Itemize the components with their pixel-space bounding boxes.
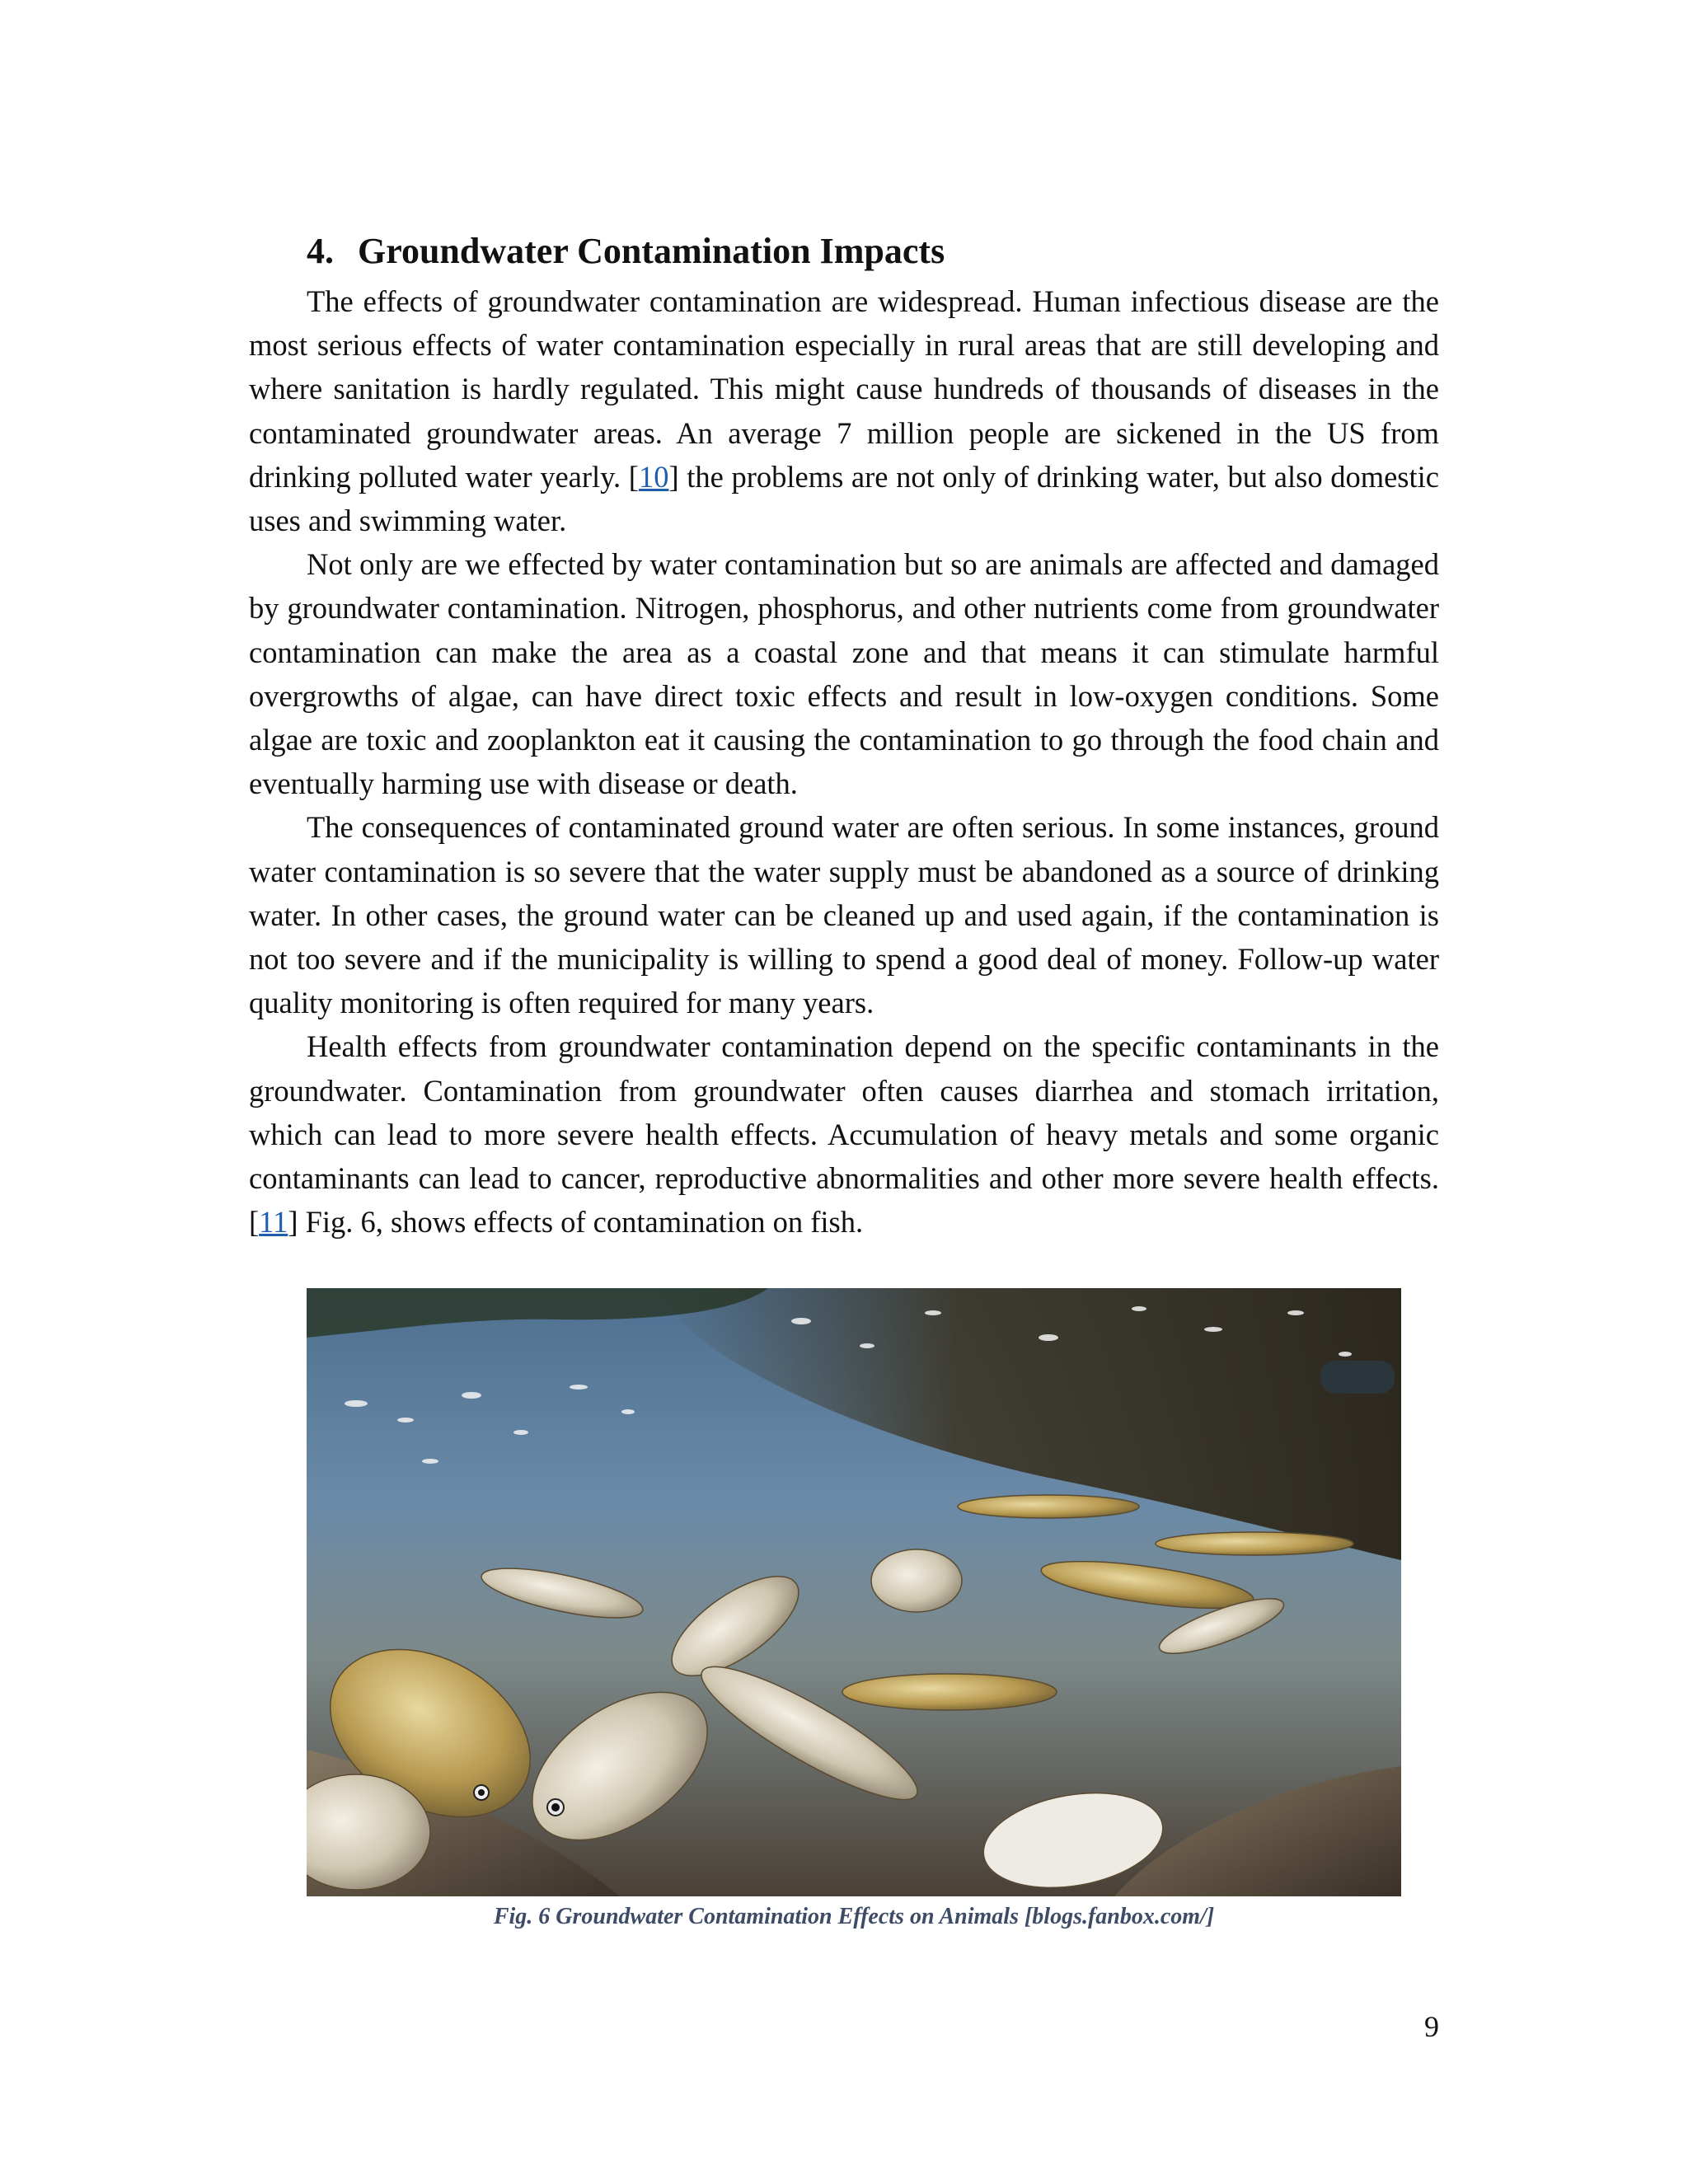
reference-link-10[interactable]: 10 — [638, 459, 669, 494]
page-number: 9 — [1424, 2010, 1439, 2043]
paragraph-4-text-after: ] Fig. 6, shows effects of contamination on fish. — [288, 1205, 864, 1240]
paragraph-4-text-before: Health effects from groundwater contamination depend on the specific contaminants in the groundwater. Contamination from groundwater often causes diarrhea and stomach irritation, which can lead to more severe health effects. Accumulation of heavy metals and some organic contaminants can lead to cancer, reproductive abnormalities and other more severe health effects. [ — [249, 1029, 1439, 1240]
body-text — [249, 279, 1439, 1244]
section-heading — [307, 225, 945, 278]
paragraph-3: The consequences of contaminated ground water are often serious. In some instances, ground water contamination is so severe that the water supply must be abandoned as a source of drinking water. In other cases, the ground water can be cleaned up and used again, if the contamination is not too severe and if the municipality is willing to spend a good deal of money. Follow-up water quality monitoring is often required for many years. — [249, 810, 1439, 1020]
paragraph-4 — [249, 1024, 1439, 1244]
section-title: Groundwater Contamination Impacts — [358, 230, 945, 271]
figure-caption: Fig. 6 Groundwater Contamination Effects on Animals [blogs.fanbox.com/] — [493, 1904, 1215, 1929]
paragraph-1 — [249, 279, 1439, 542]
reference-link-11[interactable]: 11 — [259, 1205, 288, 1240]
paragraph-2: Not only are we effected by water contamination but so are animals are affected and damaged by groundwater contamination. Nitrogen, phosphorus, and other nutrients come from groundwater contamination can make the area as a coastal zone and that means it can stimulate harmful overgrowths of algae, can have direct toxic effects and result in low-oxygen conditions. Some algae are toxic and zooplankton eat it causing the contamination to go through the food chain and eventually harming use with disease or death. — [249, 547, 1439, 801]
paragraph-1-text-before: The effects of groundwater contamination are widespread. Human infectious disease are the most serious effects of water contamination especially in rural areas that are still developing and where sanitation is hardly regulated. This might cause hundreds of thousands of diseases in the contaminated groundwater areas. An average 7 million people are sickened in the US from drinking polluted water yearly. [ — [249, 284, 1439, 494]
figure-dead-fish-photo — [307, 1288, 1401, 1896]
paragraph-1-text-after: ] the problems are not only of drinking water, but also domestic uses and swimming water. — [249, 459, 1439, 538]
section-number: 4. — [307, 230, 334, 271]
